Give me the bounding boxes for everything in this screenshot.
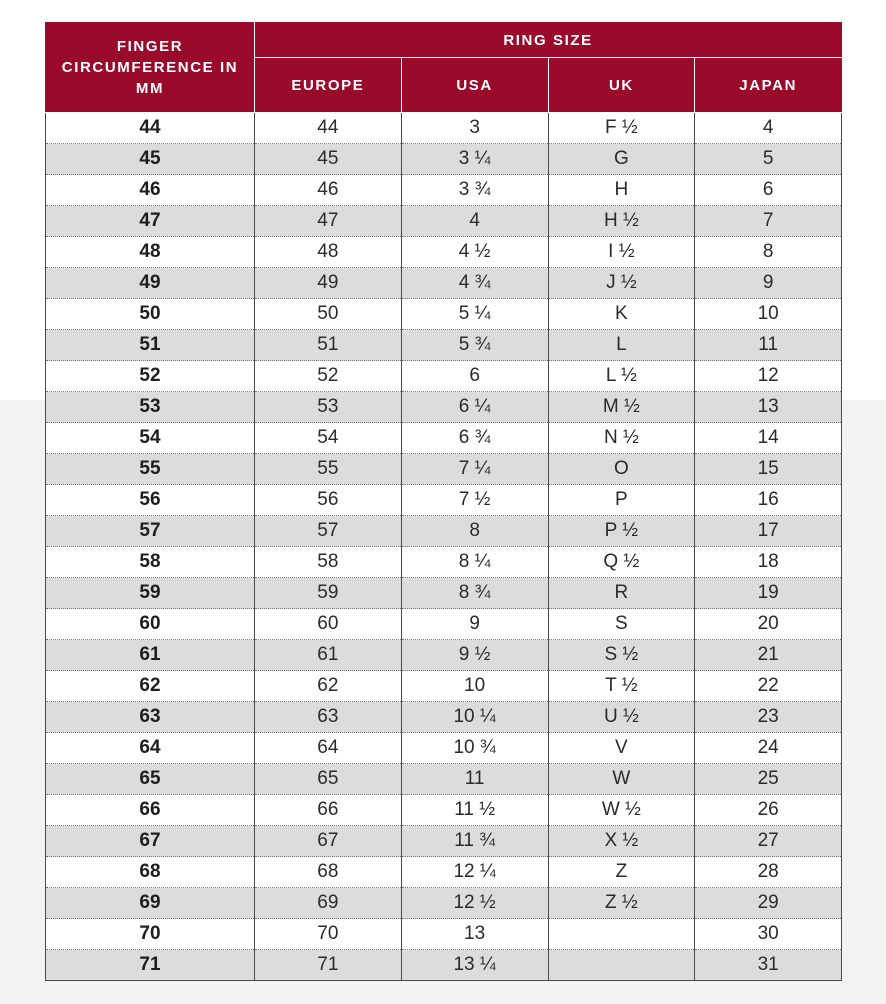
europe-cell: 60 bbox=[255, 609, 402, 640]
uk-cell: G bbox=[548, 144, 695, 175]
usa-cell: 4 bbox=[401, 206, 548, 237]
usa-cell: 6 ¾ bbox=[401, 423, 548, 454]
usa-cell: 7 ¼ bbox=[401, 454, 548, 485]
europe-cell: 59 bbox=[255, 578, 402, 609]
usa-cell: 8 bbox=[401, 516, 548, 547]
table-row bbox=[46, 826, 842, 857]
japan-cell: 21 bbox=[695, 640, 842, 671]
uk-cell: I ½ bbox=[548, 237, 695, 268]
usa-cell: 3 bbox=[401, 113, 548, 144]
japan-cell: 28 bbox=[695, 857, 842, 888]
table-row bbox=[46, 299, 842, 330]
table-row bbox=[46, 609, 842, 640]
table-row bbox=[46, 578, 842, 609]
europe-cell: 53 bbox=[255, 392, 402, 423]
japan-cell: 30 bbox=[695, 919, 842, 950]
table-header bbox=[46, 23, 842, 113]
table-row bbox=[46, 733, 842, 764]
uk-cell: Z bbox=[548, 857, 695, 888]
usa-cell: 9 bbox=[401, 609, 548, 640]
usa-cell: 3 ¼ bbox=[401, 144, 548, 175]
mm-cell: 70 bbox=[46, 919, 255, 950]
uk-cell: H bbox=[548, 175, 695, 206]
table-row bbox=[46, 454, 842, 485]
mm-cell: 69 bbox=[46, 888, 255, 919]
uk-cell: R bbox=[548, 578, 695, 609]
usa-cell: 4 ½ bbox=[401, 237, 548, 268]
uk-cell: W bbox=[548, 764, 695, 795]
europe-cell: 50 bbox=[255, 299, 402, 330]
table-row bbox=[46, 888, 842, 919]
table-row bbox=[46, 113, 842, 144]
uk-cell: V bbox=[548, 733, 695, 764]
uk-cell: L bbox=[548, 330, 695, 361]
mm-cell: 57 bbox=[46, 516, 255, 547]
table-row bbox=[46, 857, 842, 888]
table-body bbox=[46, 113, 842, 981]
table-row bbox=[46, 671, 842, 702]
japan-cell: 4 bbox=[695, 113, 842, 144]
mm-cell: 68 bbox=[46, 857, 255, 888]
japan-cell: 12 bbox=[695, 361, 842, 392]
table-row bbox=[46, 175, 842, 206]
europe-cell: 71 bbox=[255, 950, 402, 981]
usa-cell: 7 ½ bbox=[401, 485, 548, 516]
mm-cell: 62 bbox=[46, 671, 255, 702]
uk-cell: X ½ bbox=[548, 826, 695, 857]
japan-cell: 16 bbox=[695, 485, 842, 516]
mm-cell: 59 bbox=[46, 578, 255, 609]
japan-cell: 23 bbox=[695, 702, 842, 733]
europe-cell: 63 bbox=[255, 702, 402, 733]
japan-cell: 7 bbox=[695, 206, 842, 237]
usa-cell: 11 bbox=[401, 764, 548, 795]
table-row bbox=[46, 485, 842, 516]
table-row bbox=[46, 423, 842, 454]
table-row bbox=[46, 392, 842, 423]
usa-cell: 9 ½ bbox=[401, 640, 548, 671]
uk-cell bbox=[548, 919, 695, 950]
europe-cell: 55 bbox=[255, 454, 402, 485]
table-row bbox=[46, 206, 842, 237]
usa-cell: 12 ¼ bbox=[401, 857, 548, 888]
japan-cell: 10 bbox=[695, 299, 842, 330]
table-row bbox=[46, 144, 842, 175]
usa-header: USA bbox=[401, 58, 548, 113]
usa-cell: 4 ¾ bbox=[401, 268, 548, 299]
europe-header: EUROPE bbox=[255, 58, 402, 113]
europe-cell: 67 bbox=[255, 826, 402, 857]
uk-cell: U ½ bbox=[548, 702, 695, 733]
table-row bbox=[46, 516, 842, 547]
europe-cell: 47 bbox=[255, 206, 402, 237]
japan-cell: 24 bbox=[695, 733, 842, 764]
europe-cell: 58 bbox=[255, 547, 402, 578]
table-row bbox=[46, 547, 842, 578]
europe-cell: 44 bbox=[255, 113, 402, 144]
uk-cell: P ½ bbox=[548, 516, 695, 547]
japan-cell: 26 bbox=[695, 795, 842, 826]
finger-circumference-header: FINGER CIRCUMFERENCE IN MM bbox=[46, 23, 255, 113]
mm-cell: 54 bbox=[46, 423, 255, 454]
table-row bbox=[46, 764, 842, 795]
table-row bbox=[46, 702, 842, 733]
japan-cell: 5 bbox=[695, 144, 842, 175]
europe-cell: 70 bbox=[255, 919, 402, 950]
table-row bbox=[46, 640, 842, 671]
europe-cell: 57 bbox=[255, 516, 402, 547]
mm-cell: 44 bbox=[46, 113, 255, 144]
mm-cell: 60 bbox=[46, 609, 255, 640]
japan-cell: 13 bbox=[695, 392, 842, 423]
uk-cell: N ½ bbox=[548, 423, 695, 454]
uk-cell: S ½ bbox=[548, 640, 695, 671]
uk-cell: L ½ bbox=[548, 361, 695, 392]
mm-cell: 65 bbox=[46, 764, 255, 795]
table-row bbox=[46, 268, 842, 299]
usa-cell: 13 ¼ bbox=[401, 950, 548, 981]
mm-cell: 55 bbox=[46, 454, 255, 485]
japan-cell: 14 bbox=[695, 423, 842, 454]
europe-cell: 45 bbox=[255, 144, 402, 175]
europe-cell: 49 bbox=[255, 268, 402, 299]
usa-cell: 8 ¾ bbox=[401, 578, 548, 609]
table-row bbox=[46, 950, 842, 981]
uk-cell: J ½ bbox=[548, 268, 695, 299]
uk-cell: K bbox=[548, 299, 695, 330]
japan-cell: 18 bbox=[695, 547, 842, 578]
mm-cell: 61 bbox=[46, 640, 255, 671]
europe-cell: 62 bbox=[255, 671, 402, 702]
uk-cell: P bbox=[548, 485, 695, 516]
japan-cell: 8 bbox=[695, 237, 842, 268]
japan-cell: 9 bbox=[695, 268, 842, 299]
japan-cell: 20 bbox=[695, 609, 842, 640]
usa-cell: 10 ¼ bbox=[401, 702, 548, 733]
japan-cell: 25 bbox=[695, 764, 842, 795]
uk-cell: W ½ bbox=[548, 795, 695, 826]
mm-cell: 64 bbox=[46, 733, 255, 764]
uk-cell: T ½ bbox=[548, 671, 695, 702]
uk-cell: Z ½ bbox=[548, 888, 695, 919]
usa-cell: 11 ¾ bbox=[401, 826, 548, 857]
mm-cell: 51 bbox=[46, 330, 255, 361]
mm-cell: 67 bbox=[46, 826, 255, 857]
usa-cell: 5 ¾ bbox=[401, 330, 548, 361]
uk-cell: M ½ bbox=[548, 392, 695, 423]
mm-cell: 66 bbox=[46, 795, 255, 826]
uk-cell: S bbox=[548, 609, 695, 640]
europe-cell: 68 bbox=[255, 857, 402, 888]
table-row bbox=[46, 330, 842, 361]
uk-cell: O bbox=[548, 454, 695, 485]
usa-cell: 6 ¼ bbox=[401, 392, 548, 423]
mm-cell: 63 bbox=[46, 702, 255, 733]
table-row bbox=[46, 361, 842, 392]
table-row bbox=[46, 919, 842, 950]
europe-cell: 56 bbox=[255, 485, 402, 516]
europe-cell: 51 bbox=[255, 330, 402, 361]
mm-cell: 71 bbox=[46, 950, 255, 981]
table-row bbox=[46, 795, 842, 826]
usa-cell: 6 bbox=[401, 361, 548, 392]
uk-header: UK bbox=[548, 58, 695, 113]
europe-cell: 69 bbox=[255, 888, 402, 919]
uk-cell: H ½ bbox=[548, 206, 695, 237]
europe-cell: 64 bbox=[255, 733, 402, 764]
europe-cell: 66 bbox=[255, 795, 402, 826]
europe-cell: 46 bbox=[255, 175, 402, 206]
japan-cell: 11 bbox=[695, 330, 842, 361]
japan-cell: 31 bbox=[695, 950, 842, 981]
mm-cell: 53 bbox=[46, 392, 255, 423]
europe-cell: 48 bbox=[255, 237, 402, 268]
usa-cell: 11 ½ bbox=[401, 795, 548, 826]
uk-cell bbox=[548, 950, 695, 981]
usa-cell: 3 ¾ bbox=[401, 175, 548, 206]
mm-cell: 52 bbox=[46, 361, 255, 392]
ring-size-table bbox=[45, 22, 842, 981]
uk-cell: Q ½ bbox=[548, 547, 695, 578]
mm-cell: 50 bbox=[46, 299, 255, 330]
usa-cell: 8 ¼ bbox=[401, 547, 548, 578]
mm-cell: 46 bbox=[46, 175, 255, 206]
mm-cell: 58 bbox=[46, 547, 255, 578]
europe-cell: 65 bbox=[255, 764, 402, 795]
usa-cell: 13 bbox=[401, 919, 548, 950]
mm-cell: 45 bbox=[46, 144, 255, 175]
japan-cell: 6 bbox=[695, 175, 842, 206]
table-row bbox=[46, 237, 842, 268]
usa-cell: 10 ¾ bbox=[401, 733, 548, 764]
japan-cell: 15 bbox=[695, 454, 842, 485]
japan-cell: 27 bbox=[695, 826, 842, 857]
japan-cell: 17 bbox=[695, 516, 842, 547]
europe-cell: 54 bbox=[255, 423, 402, 454]
mm-cell: 49 bbox=[46, 268, 255, 299]
uk-cell: F ½ bbox=[548, 113, 695, 144]
usa-cell: 12 ½ bbox=[401, 888, 548, 919]
japan-header: JAPAN bbox=[695, 58, 842, 113]
ring-size-header: RING SIZE bbox=[255, 23, 842, 58]
mm-cell: 56 bbox=[46, 485, 255, 516]
usa-cell: 10 bbox=[401, 671, 548, 702]
europe-cell: 52 bbox=[255, 361, 402, 392]
usa-cell: 5 ¼ bbox=[401, 299, 548, 330]
japan-cell: 19 bbox=[695, 578, 842, 609]
japan-cell: 22 bbox=[695, 671, 842, 702]
japan-cell: 29 bbox=[695, 888, 842, 919]
europe-cell: 61 bbox=[255, 640, 402, 671]
mm-cell: 48 bbox=[46, 237, 255, 268]
mm-cell: 47 bbox=[46, 206, 255, 237]
